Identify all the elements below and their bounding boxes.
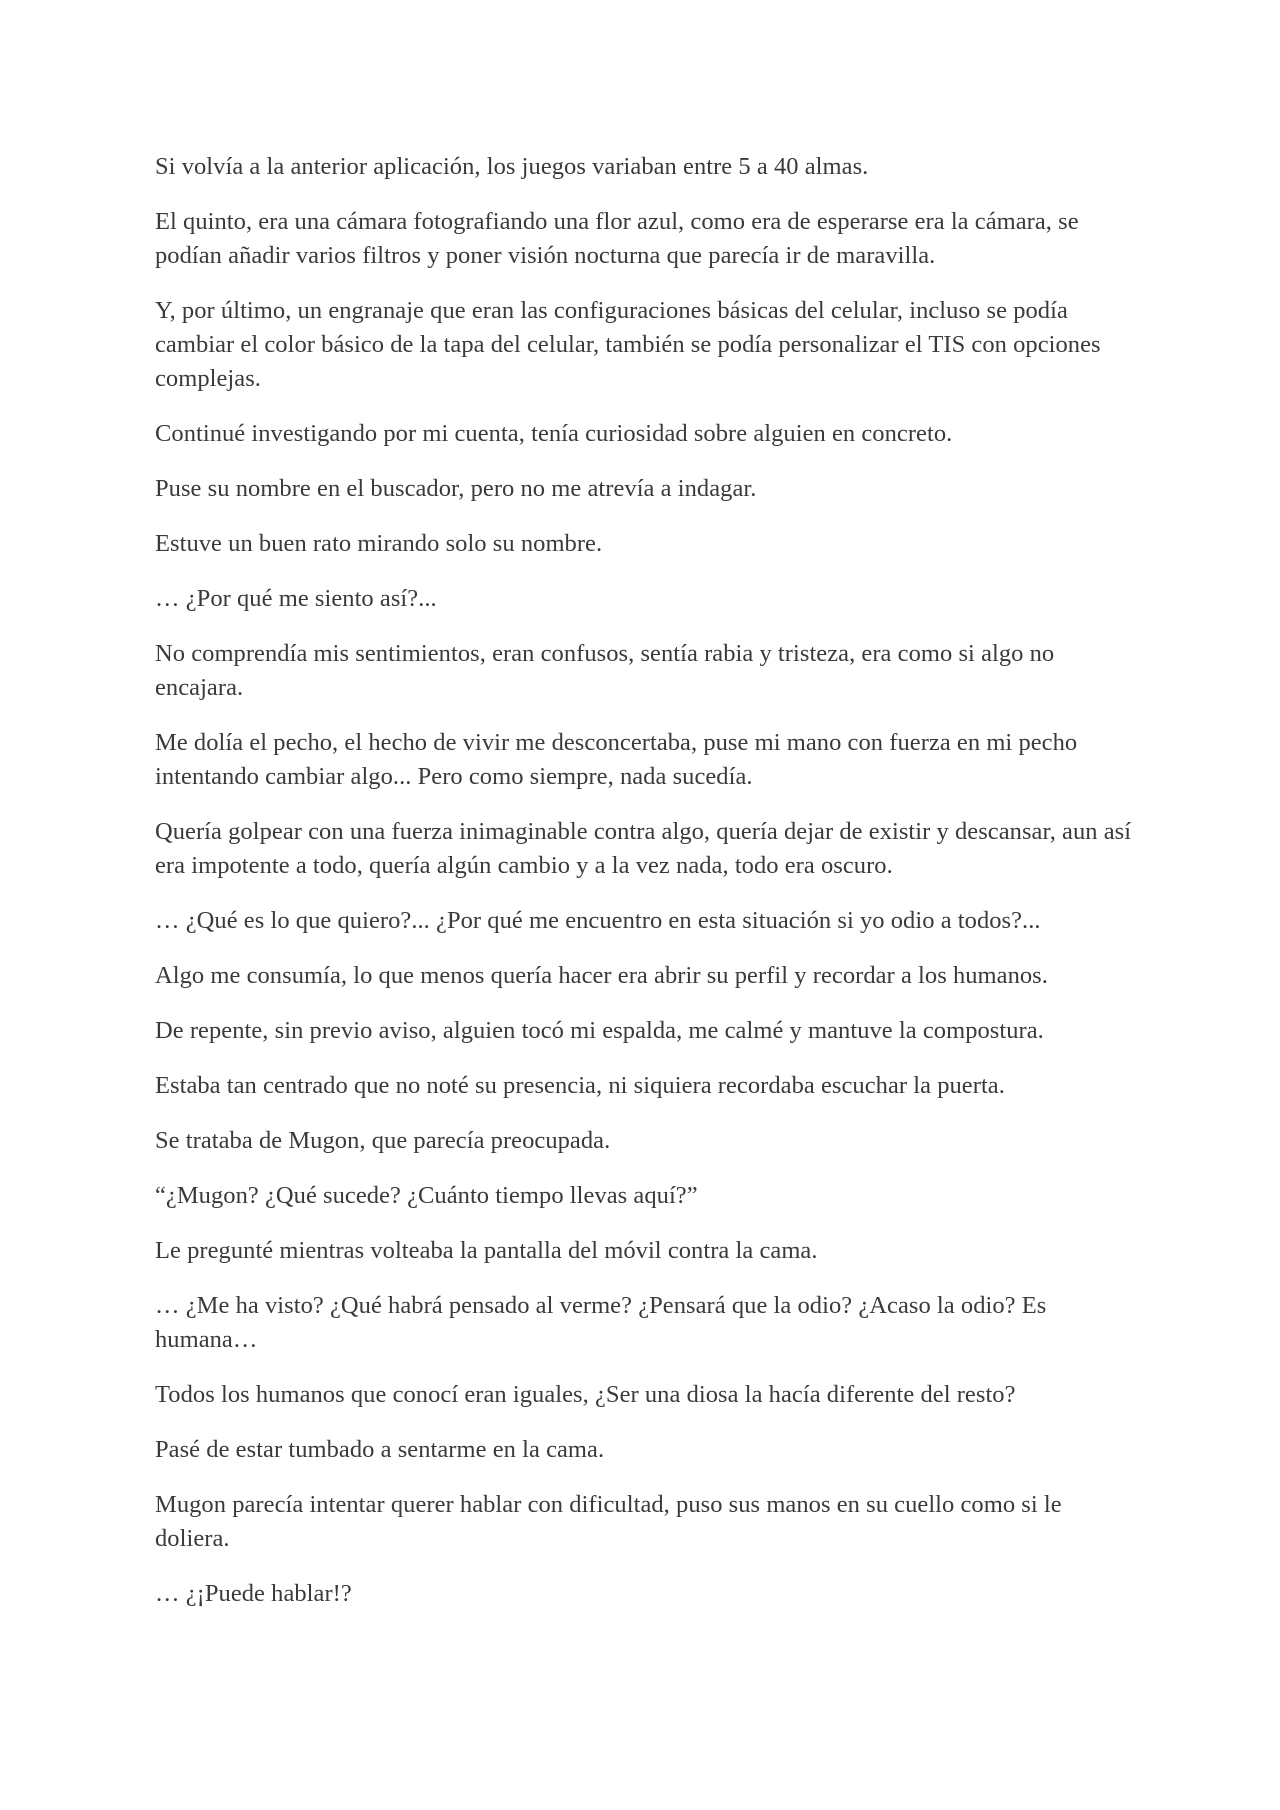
paragraph-20: Pasé de estar tumbado a sentarme en la cama. xyxy=(155,1436,605,1463)
paragraph-5: Puse su nombre en el buscador, pero no me atrevía a indagar. xyxy=(155,475,757,502)
paragraph-8: No comprendía mis sentimientos, eran confusos, sentía rabia y tristeza, era como si algo no encajara. xyxy=(155,640,1055,701)
paragraph-7: … ¿Por qué me siento así?... xyxy=(155,585,437,612)
paragraph-11: … ¿Qué es lo que quiero?... ¿Por qué me encuentro en esta situación si yo odio a todos?... xyxy=(155,907,1041,934)
paragraph-6: Estuve un buen rato mirando solo su nombre. xyxy=(155,530,603,557)
paragraph-3: Y, por último, un engranaje que eran las configuraciones básicas del celular, incluso se podía cambiar el color básico de la tapa del celular, también se podía personalizar el TIS con opciones complejas. xyxy=(155,297,1101,392)
document-body xyxy=(155,150,1135,1632)
paragraph-1: Si volvía a la anterior aplicación, los juegos variaban entre 5 a 40 almas. xyxy=(155,153,869,180)
paragraph-9: Me dolía el pecho, el hecho de vivir me desconcertaba, puse mi mano con fuerza en mi pecho intentando cambiar algo... Pero como siempre, nada sucedía. xyxy=(155,729,1078,790)
paragraph-18: … ¿Me ha visto? ¿Qué habrá pensado al verme? ¿Pensará que la odio? ¿Acaso la odio? Es humana… xyxy=(155,1292,1047,1353)
paragraph-13: De repente, sin previo aviso, alguien tocó mi espalda, me calmé y mantuve la compostura. xyxy=(155,1017,1044,1044)
paragraph-4: Continué investigando por mi cuenta, tenía curiosidad sobre alguien en concreto. xyxy=(155,420,953,447)
paragraph-14: Estaba tan centrado que no noté su presencia, ni siquiera recordaba escuchar la puerta. xyxy=(155,1072,1005,1099)
paragraph-19: Todos los humanos que conocí eran iguales, ¿Ser una diosa la hacía diferente del resto? xyxy=(155,1381,1016,1408)
paragraph-10: Quería golpear con una fuerza inimaginable contra algo, quería dejar de existir y descansar, aun así era impotente a todo, quería algún cambio y a la vez nada, todo era oscuro. xyxy=(155,818,1132,879)
paragraph-17: Le pregunté mientras volteaba la pantalla del móvil contra la cama. xyxy=(155,1237,818,1264)
paragraph-12: Algo me consumía, lo que menos quería hacer era abrir su perfil y recordar a los humanos. xyxy=(155,962,1048,989)
paragraph-21: Mugon parecía intentar querer hablar con dificultad, puso sus manos en su cuello como si le doliera. xyxy=(155,1491,1062,1552)
paragraph-2: El quinto, era una cámara fotografiando una flor azul, como era de esperarse era la cámara, se podían añadir varios filtros y poner visión nocturna que parecía ir de maravilla. xyxy=(155,208,1079,269)
paragraph-15: Se trataba de Mugon, que parecía preocupada. xyxy=(155,1127,611,1154)
paragraph-22: … ¿¡Puede hablar!? xyxy=(155,1580,352,1607)
paragraph-16: “¿Mugon? ¿Qué sucede? ¿Cuánto tiempo llevas aquí?” xyxy=(155,1182,698,1209)
